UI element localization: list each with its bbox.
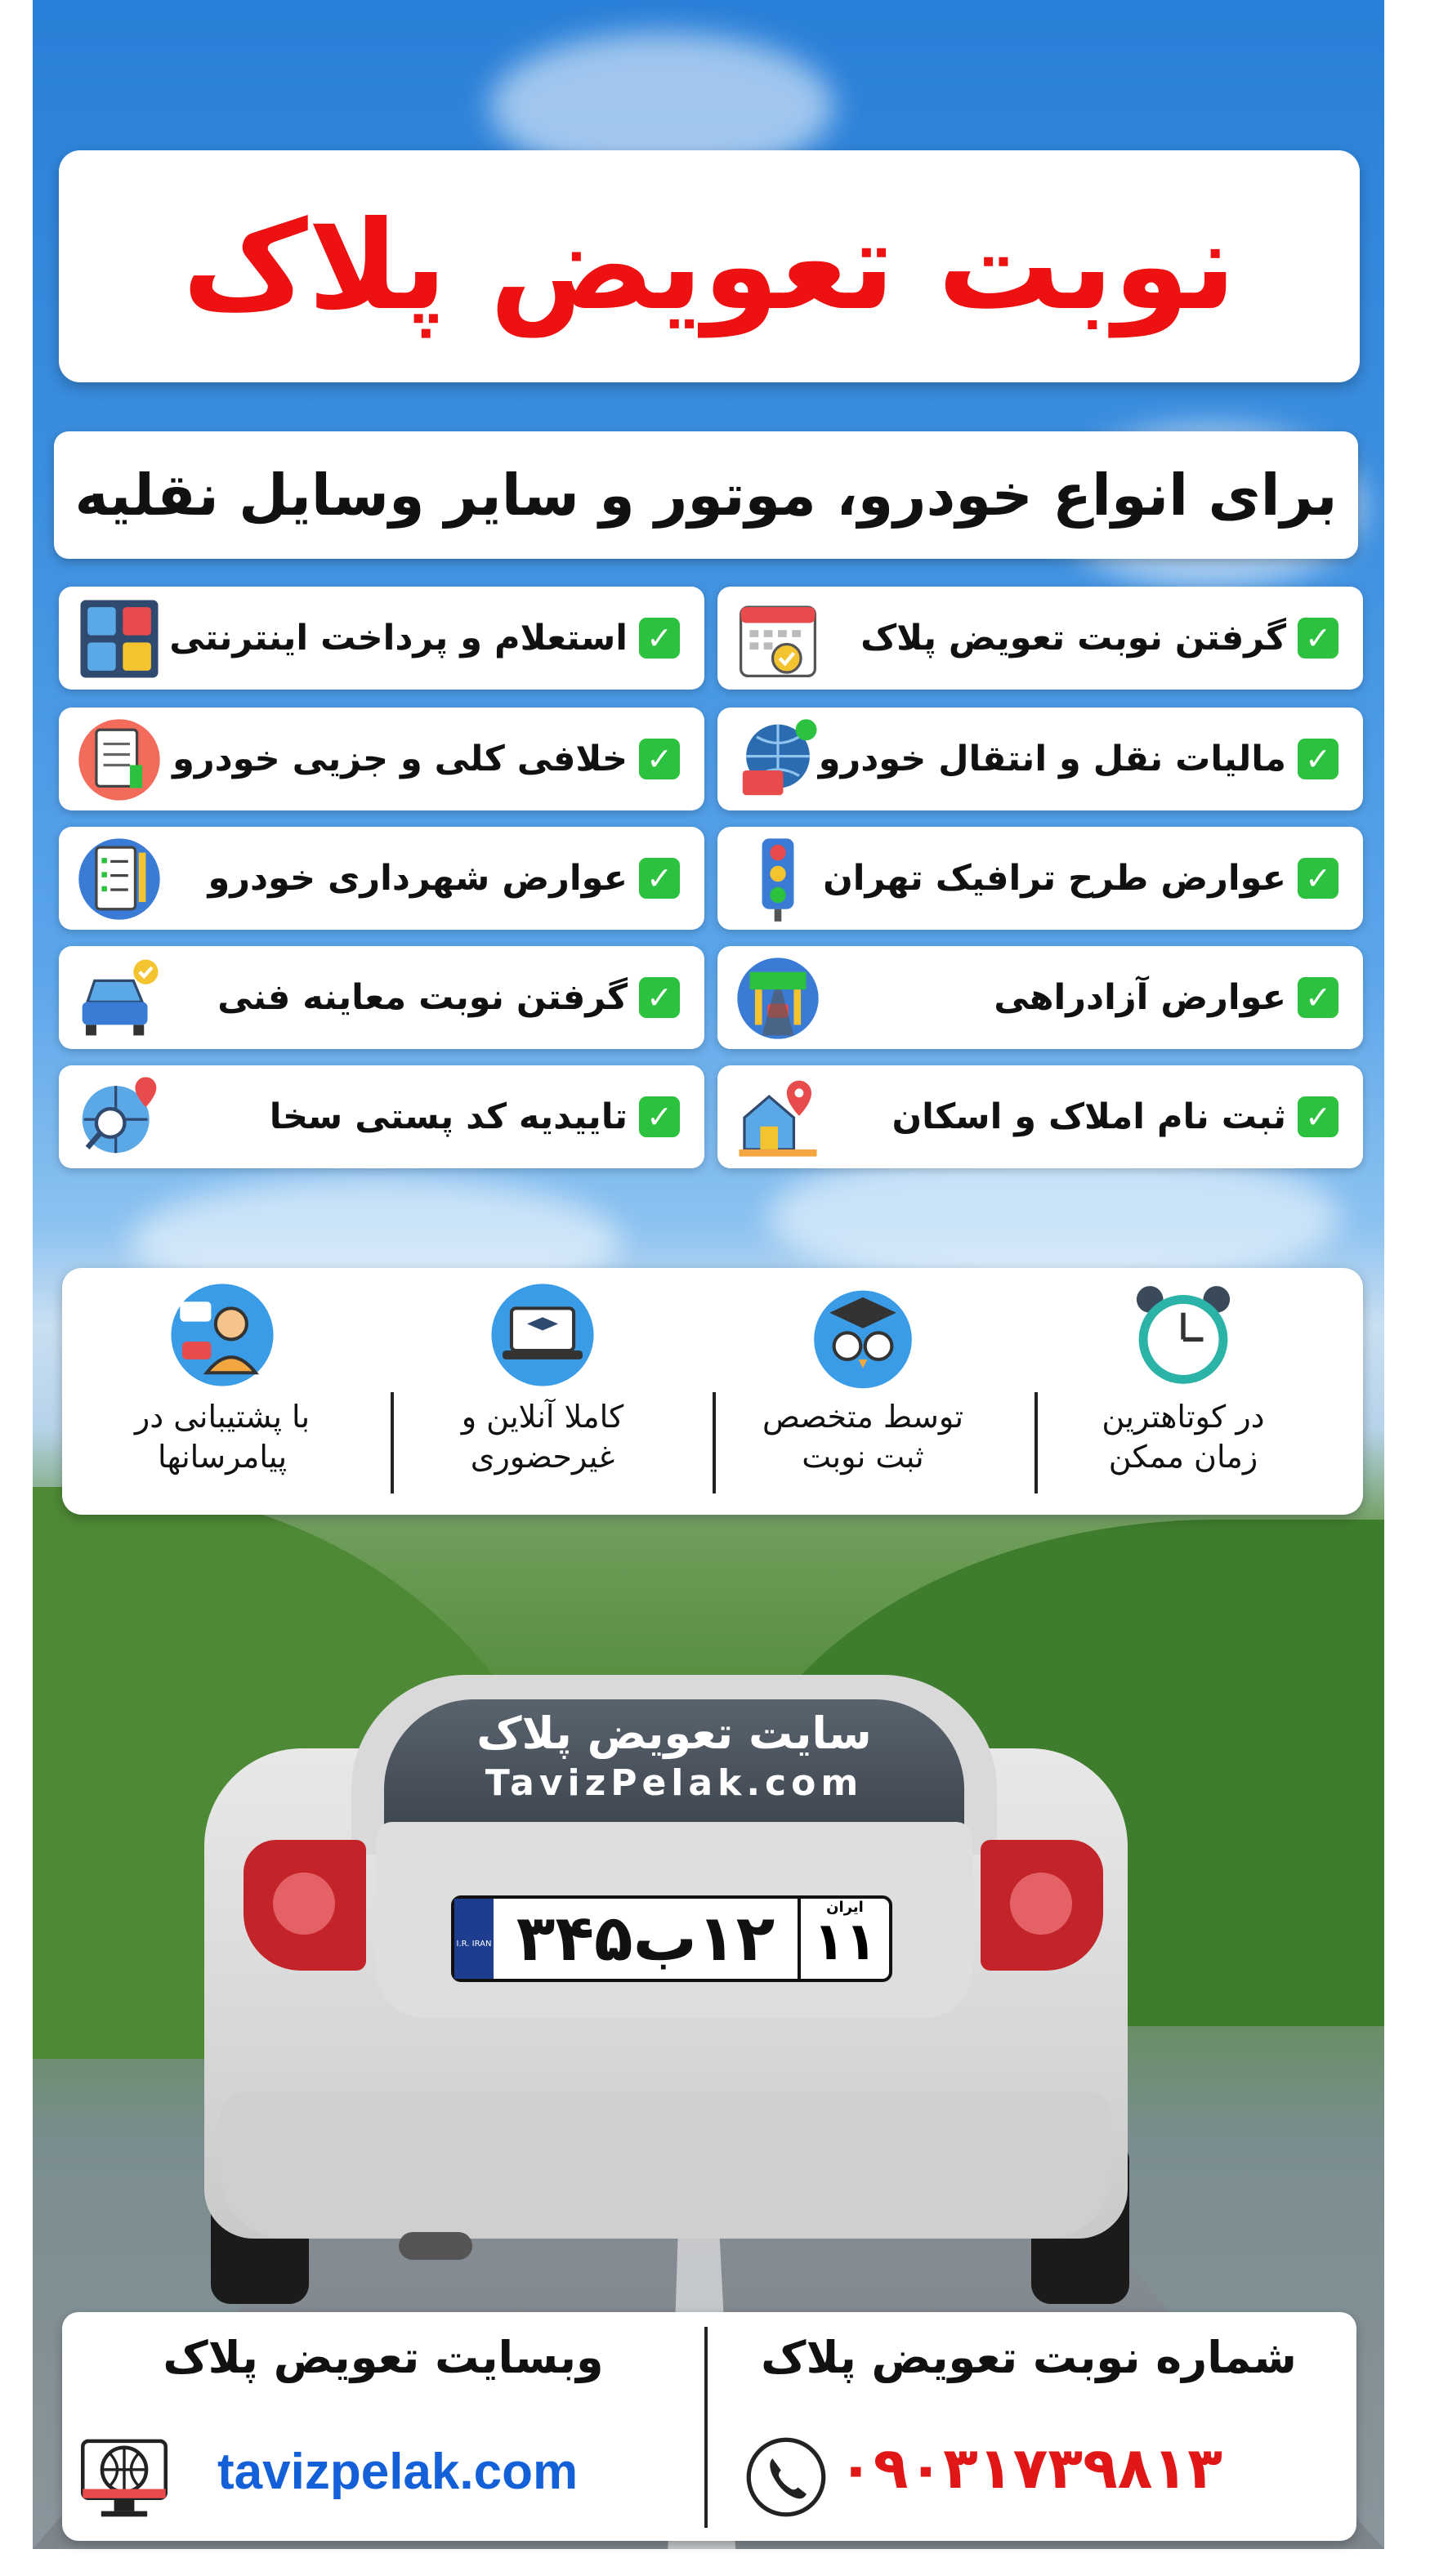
feature-text: توسط متخصص ثبت نوبت [762,1399,964,1476]
service-label: استعلام و پرداخت اینترنتی [169,618,628,659]
service-item-transfer-tax[interactable] [717,708,1363,810]
feature-expert [703,1268,1023,1515]
check-icon: ✓ [639,618,680,659]
calendar-check-icon [734,595,822,683]
service-item-technical-inspection[interactable] [59,946,704,1049]
service-item-municipal-fees[interactable] [59,827,704,930]
checklist-icon [75,835,163,923]
features-strip [62,1268,1363,1515]
divider [1035,1392,1038,1493]
clipboard-icon [75,716,163,804]
page-title: نوبت تعویض پلاک [182,195,1236,337]
house-location-icon [734,1074,822,1162]
check-icon: ✓ [1298,977,1338,1018]
globe-card-icon [734,716,822,804]
window-text-en: TavizPelak.com [485,1762,864,1804]
check-icon: ✓ [1298,1096,1338,1137]
check-icon: ✓ [639,1096,680,1137]
alarm-clock-icon [1128,1279,1239,1391]
service-label: مالیات نقل و انتقال خودرو [818,739,1286,779]
laptop-graduate-icon [487,1279,598,1391]
title-box [59,150,1360,382]
page-subtitle: برای انواع خودرو، موتور و سایر وسایل نقلیه [74,462,1338,529]
map-search-icon [75,1074,163,1162]
check-icon: ✓ [639,739,680,779]
car-bumper [221,2092,1111,2239]
feature-support [62,1268,382,1515]
phone-title: شماره نوبت تعویض پلاک [761,2332,1297,2383]
plate-number: ۱۲ب۳۴۵ [516,1902,775,1976]
feature-text: کاملا آنلاین و غیرحضوری [461,1399,624,1476]
service-item-inquiry-payment[interactable] [59,587,704,690]
globe-monitor-icon [74,2431,175,2525]
feature-text: در کوتاهترین زمان ممکن [1102,1399,1265,1476]
service-label: عوارض شهرداری خودرو [208,858,628,899]
car-check-icon [75,954,163,1042]
service-label: تاییدیه کد پستی سخا [269,1096,628,1137]
service-item-highway-toll[interactable] [717,946,1363,1049]
support-agent-icon [167,1279,278,1391]
service-item-traffic-plan[interactable] [717,827,1363,930]
traffic-light-icon [734,835,822,923]
check-icon: ✓ [639,977,680,1018]
highway-toll-icon [734,954,822,1042]
service-label: عوارض طرح ترافیک تهران [823,858,1286,899]
contact-footer [62,2312,1356,2541]
service-item-property-registration[interactable] [717,1065,1363,1168]
plate-region-label: ایران [826,1899,864,1916]
check-icon: ✓ [1298,858,1338,899]
service-label: عوارض آزادراهی [994,977,1286,1018]
service-label: ثبت نام املاک و اسکان [892,1096,1286,1137]
feature-fast [1023,1268,1343,1515]
subtitle-box [54,431,1358,559]
divider [713,1392,716,1493]
divider [704,2327,708,2528]
site-title: وبسایت تعویض پلاک [163,2332,604,2383]
service-label: گرفتن نوبت معاینه فنی [217,977,628,1018]
service-label: خلافی کلی و جزیی خودرو [172,739,628,779]
license-plate [451,1895,892,1982]
service-item-traffic-fines[interactable] [59,708,704,810]
feature-text: با پشتیبانی در پیامرسانها [134,1399,311,1476]
car-tail-light [244,1840,366,1971]
check-icon: ✓ [1298,618,1338,659]
car-rear-window [384,1699,964,1838]
check-icon: ✓ [639,858,680,899]
feature-online [382,1268,703,1515]
calculator-icon [75,595,163,683]
divider [391,1392,394,1493]
website-link[interactable]: tavizpelak.com [217,2444,579,2500]
car-exhaust [399,2232,472,2260]
service-item-plate-appointment[interactable] [717,587,1363,690]
graduate-owl-icon [807,1279,918,1391]
car-tail-light [981,1840,1103,1971]
phone-number[interactable]: ۰۹۰۳۱۷۳۹۸۱۳ [838,2435,1222,2502]
plate-region-number: ۱۱ [812,1912,878,1972]
service-label: گرفتن نوبت تعویض پلاک [860,618,1286,659]
plate-region [798,1899,889,1979]
check-icon: ✓ [1298,739,1338,779]
window-text-fa: سایت تعویض پلاک [476,1708,872,1759]
phone-icon [744,2435,829,2520]
service-item-postal-code[interactable] [59,1065,704,1168]
plate-flag: I.R. IRAN [454,1899,494,1979]
